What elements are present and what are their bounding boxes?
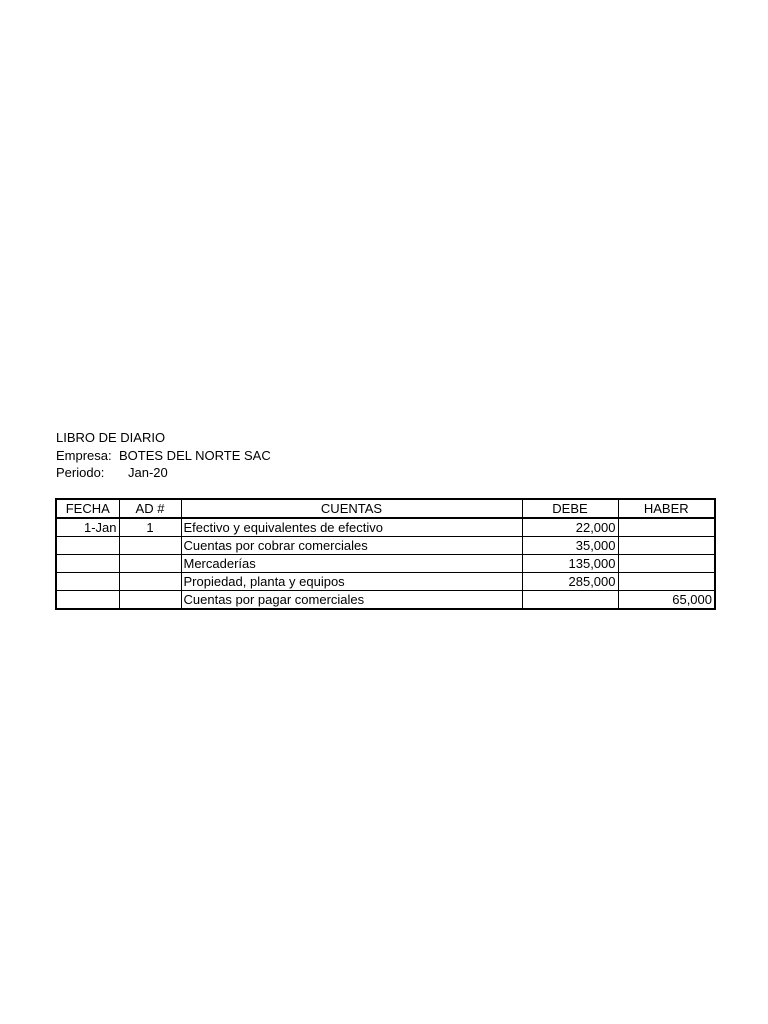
table-row [56,591,715,610]
cell-haber [618,573,715,591]
column-header-fecha: FECHA [56,499,119,518]
cell-haber [618,555,715,573]
cell-debe: 22,000 [522,518,618,537]
cell-ad [119,573,181,591]
cell-ad [119,537,181,555]
column-header-ad: AD # [119,499,181,518]
cell-fecha [56,573,119,591]
cell-cuenta: Propiedad, planta y equipos [181,573,522,591]
table-row [56,573,715,591]
journal-title: LIBRO DE DIARIO [56,430,166,445]
cell-fecha [56,591,119,610]
table-header-row [56,499,715,518]
periodo-line [56,464,271,482]
cell-ad: 1 [119,518,181,537]
table-row [56,555,715,573]
cell-debe: 135,000 [522,555,618,573]
periodo-value: Jan-20 [128,465,168,480]
cell-cuenta: Mercaderías [181,555,522,573]
cell-haber: 65,000 [618,591,715,610]
journal-table [55,498,716,610]
cell-cuenta: Efectivo y equivalentes de efectivo [181,518,522,537]
cell-fecha [56,537,119,555]
cell-fecha: 1-Jan [56,518,119,537]
column-header-cuentas: CUENTAS [181,499,522,518]
empresa-label: Empresa: [56,447,112,463]
cell-haber [618,518,715,537]
table-row [56,518,715,537]
cell-ad [119,591,181,610]
cell-debe: 285,000 [522,573,618,591]
cell-cuenta: Cuentas por cobrar comerciales [181,537,522,555]
column-header-haber: HABER [618,499,715,518]
table-row [56,537,715,555]
cell-debe: 35,000 [522,537,618,555]
cell-cuenta: Cuentas por pagar comerciales [181,591,522,610]
empresa-line [56,447,271,465]
cell-ad [119,555,181,573]
journal-header [56,429,271,482]
cell-haber [618,537,715,555]
column-header-debe: DEBE [522,499,618,518]
empresa-value: BOTES DEL NORTE SAC [119,447,271,463]
cell-debe [522,591,618,610]
cell-fecha [56,555,119,573]
periodo-label: Periodo: [56,465,105,480]
